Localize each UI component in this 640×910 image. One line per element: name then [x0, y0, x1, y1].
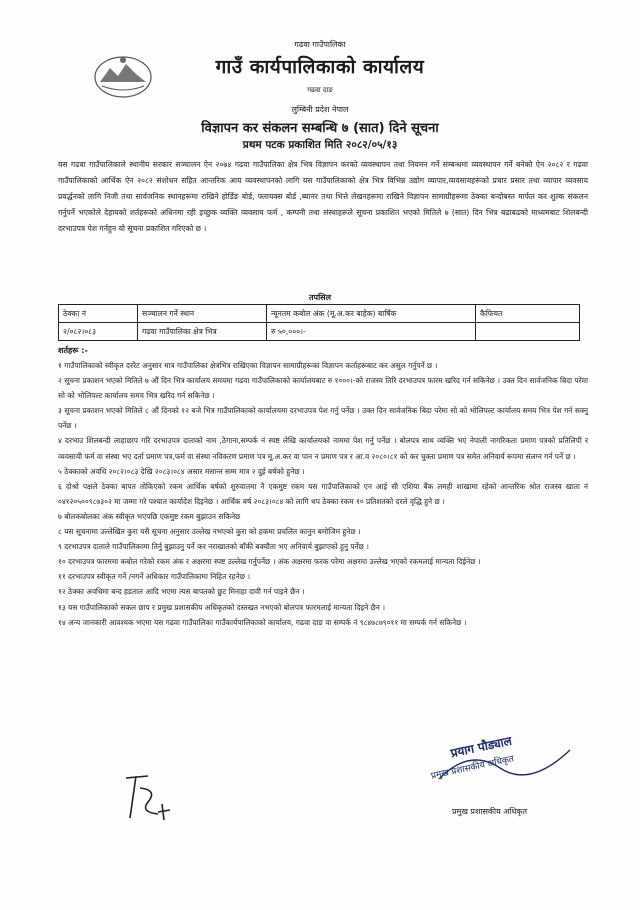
letterhead: [0, 0, 640, 125]
office-location: गढवा दाङ: [307, 86, 333, 94]
table-cell: २/०८२।०८३: [59, 323, 138, 341]
condition-item: १० दरभाउपत्र फारममा कबोल गरेको रकम अंक र अक्षरमा स्पष्ट उल्लेख गर्नुपर्नेछ । अंक अक्षरमा फरक परेमा अक्षरमा उल्लेख भएको रकमलाई मान्यता दिईनेछ ।: [58, 557, 481, 567]
publish-date: प्रथम पटक प्रकाशित मिति २०८२/०५/१३: [242, 139, 398, 151]
stamp-signature-icon: [420, 738, 600, 798]
municipality-name: गढवा गाउँपालिका: [294, 40, 346, 49]
notice-title: विज्ञापन कर संकलन सम्बन्धि ७ (सात) दिने सूचना: [201, 121, 439, 136]
province-name: लुम्बिनी प्रदेश नेपाल: [291, 105, 349, 114]
office-name: गाउँ कार्यपालिकाको कार्यालय: [215, 56, 425, 78]
condition-item: ११ दरभाउपत्र स्वीकृत गर्ने /नगर्ने अधिकार गाउँपालिकामा निहित रहनेछ ।: [58, 572, 251, 582]
conditions-heading: शर्तहरू :-: [58, 346, 88, 355]
schedule-label: तपसिल: [308, 293, 331, 302]
table-header-cell: सञ्चालन गर्ने स्थान: [138, 305, 267, 323]
condition-item: ७ बोलकबोलका अंक स्वीकृत भएपछि एकमुष्ट रकम बुझाउन सकिनेछ: [58, 511, 241, 521]
contract-table: [58, 304, 580, 341]
condition-item: १२ ठेक्का अवधिमा बन्द हडताल आदि भएमा त्यस बापतको छुट मिनाहा दावी गर्न पाइने छैन ।: [58, 587, 305, 597]
condition-item: २ सूचना प्रकाशन भएको मितिले ७ औं दिन भित्र कार्यालय समयमा गढवा गाउँपालिकाको कार्यालयबाट रु १०००।-को राजस्व तिरि दरभाउपत्र फारम खरिद गर्न सकिनेछ । उक्त दिन सार्वजनिक बिदा परेमा सो को भोलिपल्ट कार्यालय समय भित्र खरिद गर्न सकिनेछ ।: [58, 376, 588, 401]
officer-stamp: [420, 733, 600, 808]
condition-item: ६ दोश्रो पक्षले ठेक्का बापत तोकिएको रकम आर्थिक बर्षको शुरुवातमा नै एकमुष्ट रकम यस गाउँपालिकाको एन आई सी एशिया बैंक लमही शाखामा रहेको आन्तरिक श्रोत राजस्व खाता नं ०४१२०५००९८७३०२ मा जम्मा गरे पश्चात कार्यादेश दिइनेछ । आर्थिक बर्ष २०८३।०८४ को लागि थप ठेक्का रकम १० प्रतिशतको दरले वृद्धि हुने छ ।: [58, 481, 588, 506]
condition-item: १४ अन्य जानकारी आवश्यक भएमा यस गढवा गाउँपालिका गाउँकार्यपालिकाको कार्यालय, गढवा दाङ वा सम्पर्क नं ९८४७८७९०११ मा सम्पर्क गर्न सकिनेछ ।: [58, 617, 467, 627]
table-cell: रु ५०,०००।-: [267, 323, 476, 341]
table-cell: [476, 323, 580, 341]
condition-item: ३ सूचना प्रकाशन भएको मितिले ८ औं दिनको १२ बजे भित्र गाउँपालिकाको कार्यालयमा दरभाउपत्र पेश गर्नु पर्नेछ । उक्त दिन सार्वजनिक बिदा परेमा सो को भोलिपल्ट कार्यालय समय भित्र पेश गर्न सक्नु पर्नेछ ।: [58, 406, 588, 431]
condition-item: ४ दरभाउ शिलबन्दी लाहाछाप गरि दरभाउपत्र दाताको नाम ,ठेगाना,सम्पर्क नं स्पष्ट लेखि कार्यालयको नाममा पेश गर्नु पर्नेछ । बोलपत्र साथ व्यक्ति भए नेपाली नागरिकता प्रमाण पत्रको प्रतिलिपी र व्यवसायी फर्म वा संस्था भए दर्ता प्रमाण पत्र,फर्म वा संस्था नविकरण प्रमाण पत्र मू.अ.कर वा पान न प्रमाण पत्र र आ.व २०८०।८१ को कर चुक्ता प्रमाण पत्र समेत अनिवार्य रूपमा संलग्न गर्न पर्ने छ ।: [58, 436, 588, 461]
table-header-cell: ठेक्का नं: [59, 305, 138, 323]
table-header-row: [59, 305, 580, 323]
condition-item: ८ यस सूचनामा उल्लेखित कुरा यसै सूचना अनुसार उल्लेख नभएको कुरा को हकमा प्रचलित कानुन बमोजिम हुनेछ ।: [58, 527, 361, 537]
stamp-role: प्रमुख प्रशासकीय अधिकृत: [430, 754, 515, 782]
condition-item: १३ यस गाउँपालिकाको सकल छाप र प्रमुख प्रशासकीय अधिकृतको दस्तखत नभएको बोलपत्र फारमलाई मान्यता दिइने छैन ।: [58, 602, 386, 612]
table-header-cell: कैफियत: [476, 305, 580, 323]
condition-item: १ गाउँपालिकाको स्वीकृत दररेट अनुसार मात्र गाउँपालिका क्षेत्रभित्र राखिएका विज्ञापन सामाग्रीहरूका विज्ञापन कर्ताहरूबाट कर असुल गर्नुपर्ने छ ।: [58, 361, 438, 370]
officer-role: प्रमुख प्रशासकीय अधिकृत: [452, 807, 528, 816]
table-row: [59, 323, 580, 341]
condition-item: ९ दरभाउपत्र दाताले गाउँपालिकामा तिर्नु बुझाउनु पर्ने कर नराखातको बाँकी बक्यौता भए अनिवार्य बुझाएको हुनु पर्नेछ ।: [58, 542, 369, 552]
condition-item: ५ ठेक्काको अवधि २०८२।०८३ देखि २०८३।०८४ असार मसान्त सम्म मात्र २ दुई बर्षको हुनेछ ।: [58, 466, 305, 476]
handwritten-signature-icon: [118, 768, 176, 823]
conditions-list: [58, 358, 588, 630]
intro-paragraph: यस गढवा गाउँपालिकाले स्थानीय सरकार सञ्चालन ऐन २०७४ गढवा गाउँपालिका क्षेत्र भित्र विज्ञापन करको व्यवस्थापन तथा नियमन गर्ने सम्बन्धमा व्यवस्थापन गर्ने बनेको ऐन २०८२ र गढवा गाउँपालिकाको आर्थिक ऐन २०८२ संशोधन सहित आन्तरिक आय व्यवस्थापनको लागि यस गाउँपालिकाको क्षेत्र भित्र विभिन्न उद्योग व्यापार,व्यवसायहरूको प्रचार प्रसार तथा व्यापार व्यवसाय प्रवर्द्धनको लागि निजी तथा सार्वजनिक स्थानहरूमा राखिने होर्डिङ बोर्ड, फ्लायक्स बोर्ड ,ब्यानर तथा भित्ते लेखनहरूमा राखिने विज्ञापन सामाग्रीहरूमा ठेक्का बन्दोबस्त मार्फत कर शुल्क संकलन गर्नुपर्ने भएकोले देहायको शर्तहरूको अधिनमा रही इच्छुक व्यक्ति व्यवसाय फर्म , कम्पनी तथा संस्थाहरूले सूचना प्रकाशित भएको मितिले ७ (सात) दिन भित्र बढाबढको माध्यमबाट शिलबन्दी दरभाउपत्र पेश गर्नहुन यो सूचना प्रकाशित गरिएको छ ।: [58, 160, 588, 233]
stamp-name: प्रयाग पौड्याल: [449, 733, 513, 761]
table-cell: गढवा गाउँपालिका क्षेत्र भित्र: [138, 323, 267, 341]
table-header-cell: न्यूनतम कबोल अंक (मू.अ.कर बाहेक) बार्षिक: [267, 305, 476, 323]
